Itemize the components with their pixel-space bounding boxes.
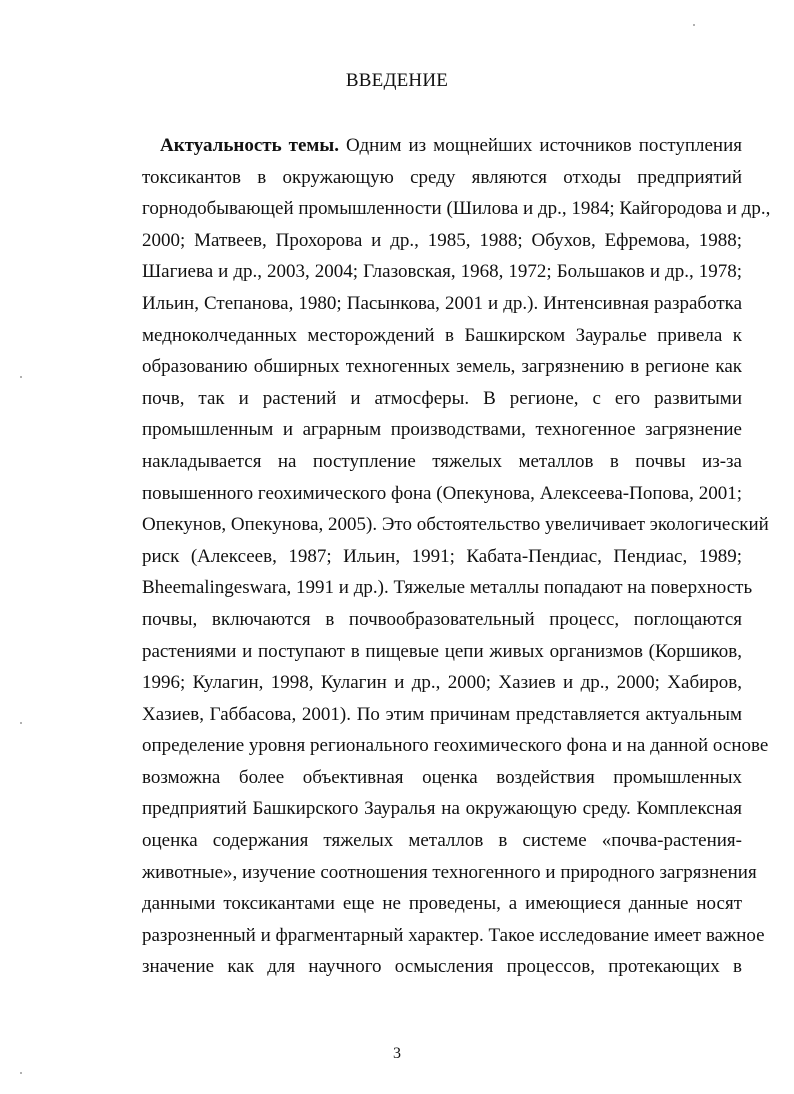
text-line: токсикантов в окружающую среду являются отходы предприятий: [142, 166, 742, 188]
text-line: Опекунов, Опекунова, 2005). Это обстоятельство увеличивает экологический: [142, 514, 769, 536]
text-line: 1996; Кулагин, 1998, Кулагин и др., 2000; Хазиев и др., 2000; Хабиров,: [142, 672, 742, 694]
text-line: 2000; Матвеев, Прохорова и др., 1985, 1988; Обухов, Ефремова, 1988;: [142, 229, 742, 251]
section-heading: ВВЕДЕНИЕ: [345, 70, 449, 91]
text-line: почвы, включаются в почвообразовательный процесс, поглощаются: [142, 608, 742, 630]
text-line: горнодобывающей промышленности (Шилова и др., 1984; Кайгородова и др.,: [142, 198, 771, 220]
text-line: определение уровня регионального геохимического фона и на данной основе: [142, 735, 769, 757]
text-line: Ильин, Степанова, 1980; Пасынкова, 2001 и др.). Интенсивная разработка: [142, 292, 742, 314]
text-line: Шагиева и др., 2003, 2004; Глазовская, 1968, 1972; Большаков и др., 1978;: [142, 261, 742, 283]
lead-bold-phrase: Актуальность темы.: [160, 135, 339, 156]
text-line: риск (Алексеев, 1987; Ильин, 1991; Кабата-Пендиас, Пендиас, 1989;: [142, 545, 742, 567]
scan-speck: [20, 1072, 22, 1074]
text-line: [142, 130, 742, 162]
text-line: образованию обширных техногенных земель, загрязнению в регионе как: [142, 356, 742, 378]
text-line: значение как для научного осмысления процессов, протекающих в: [142, 956, 742, 978]
scan-speck: [693, 24, 695, 26]
text-line: предприятий Башкирского Зауралья на окружающую среду. Комплексная: [142, 798, 742, 820]
text-line: возможна более объективная оценка воздействия промышленных: [142, 766, 742, 788]
text-line: данными токсикантами еще не проведены, а имеющиеся данные носят: [142, 893, 742, 915]
text-line: медноколчеданных месторождений в Башкирском Зауралье привела к: [142, 324, 742, 346]
text-line: животные», изучение соотношения техногенного и природного загрязнения: [142, 861, 757, 883]
scan-speck: [20, 376, 22, 378]
text-line: оценка содержания тяжелых металлов в системе «почва-растения-: [142, 830, 742, 852]
text-line: накладывается на поступление тяжелых металлов в почвы из-за: [142, 450, 742, 472]
text-line: почв, так и растений и атмосферы. В регионе, с его развитыми: [142, 387, 742, 409]
text-line: повышенного геохимического фона (Опекунова, Алексеева-Попова, 2001;: [142, 482, 742, 504]
text-line: растениями и поступают в пищевые цепи живых организмов (Коршиков,: [142, 640, 742, 662]
text-line: Bheemalingeswara, 1991 и др.). Тяжелые металлы попадают на поверхность: [142, 577, 753, 599]
text-line: Хазиев, Габбасова, 2001). По этим причинам представляется актуальным: [142, 703, 742, 725]
text-line: промышленным и аграрным производствами, техногенное загрязнение: [142, 419, 742, 441]
text-line: разрозненный и фрагментарный характер. Такое исследование имеет важное: [142, 924, 765, 946]
body-paragraph: [142, 130, 771, 983]
text-line-fragment: Одним из мощнейших источников поступления: [338, 135, 742, 156]
scan-speck: [20, 722, 22, 724]
page-number: 3: [393, 1045, 401, 1062]
